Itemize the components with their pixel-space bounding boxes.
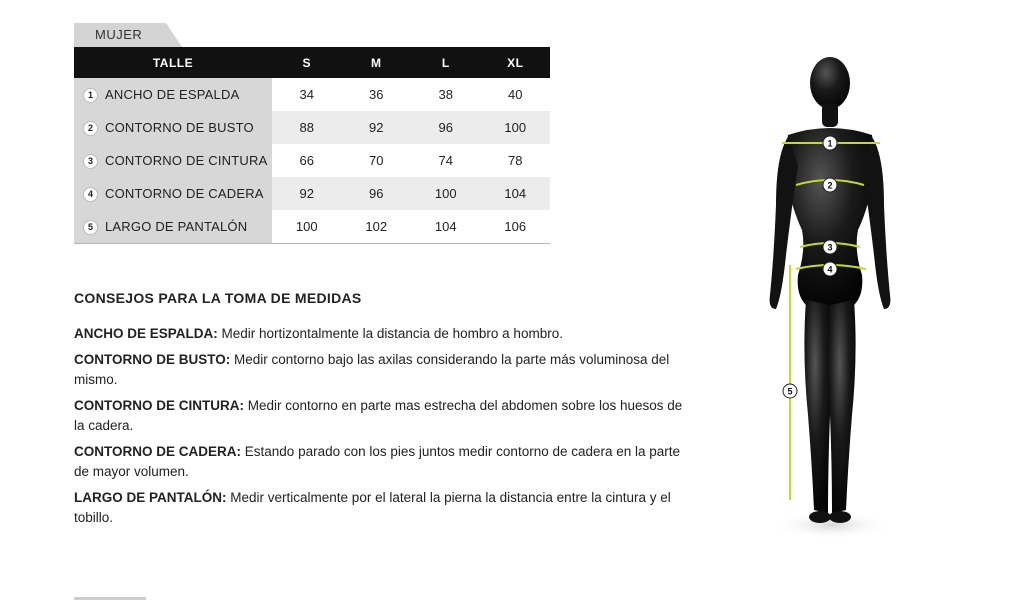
mannequin-head [810, 57, 850, 109]
marker-badge: 4 [83, 187, 98, 202]
mannequin-figure [740, 55, 920, 545]
header-size-l: L [411, 47, 481, 78]
tip-label: CONTORNO DE CADERA: [74, 444, 242, 459]
mannequin-right-foot [829, 511, 851, 523]
measurement-tips [74, 290, 694, 534]
section-tab-label: MUJER [95, 27, 143, 42]
mannequin-right-arm [862, 137, 890, 309]
tip-item [74, 442, 694, 482]
size-table [74, 47, 550, 244]
mannequin-left-arm [770, 137, 798, 309]
tip-item [74, 350, 694, 390]
svg-text:3: 3 [827, 242, 833, 253]
marker-3 [823, 240, 837, 254]
table-row [74, 78, 550, 111]
row-name: ANCHO DE ESPALDA [105, 87, 240, 103]
marker-badge: 2 [83, 121, 98, 136]
header-size-s: S [272, 47, 342, 78]
row-label [74, 144, 272, 177]
tip-label: CONTORNO DE CINTURA: [74, 398, 244, 413]
row-label [74, 210, 272, 244]
tip-text: Medir verticalmente por el lateral la pierna la distancia entre la cintura y el tobillo. [74, 490, 671, 525]
cell-value: 100 [481, 111, 551, 144]
header-talle: TALLE [74, 47, 272, 78]
tips-title: CONSEJOS PARA LA TOMA DE MEDIDAS [74, 290, 362, 306]
marker-1 [823, 136, 837, 150]
marker-4 [823, 262, 837, 276]
svg-text:1: 1 [827, 138, 833, 149]
svg-text:5: 5 [787, 386, 793, 397]
cell-value: 38 [438, 87, 453, 102]
header-size-xl: XL [481, 47, 551, 78]
marker-5 [783, 384, 797, 398]
svg-text:4: 4 [827, 264, 833, 275]
tip-text: Estando parado con los pies juntos medir contorno de cadera en la parte de mayor volumen. [74, 444, 681, 479]
cell-value: 92 [342, 111, 412, 144]
cell-value: 104 [411, 210, 481, 244]
cell-value: 66 [299, 153, 314, 168]
marker-2 [823, 178, 837, 192]
tip-label: LARGO DE PANTALÓN: [74, 490, 227, 505]
tip-text: Medir contorno bajo las axilas considerando la parte más voluminosa del mismo. [74, 352, 670, 387]
cell-value: 104 [481, 177, 551, 210]
header-size-m: M [342, 47, 412, 78]
row-name: CONTORNO DE BUSTO [105, 120, 254, 136]
row-label [74, 177, 272, 210]
table-row [74, 111, 550, 144]
tip-item [74, 488, 694, 528]
marker-badge: 1 [83, 88, 98, 103]
cell-value: 100 [411, 177, 481, 210]
table-row [74, 177, 550, 210]
mannequin-illustration [740, 55, 920, 545]
cell-value: 36 [369, 87, 384, 102]
divider [74, 597, 146, 600]
tip-text: Medir hortizontalmente la distancia de hombro a hombro. [221, 326, 563, 341]
table-row [74, 210, 550, 244]
cell-value: 70 [369, 153, 384, 168]
cell-value: 100 [272, 210, 342, 244]
svg-text:2: 2 [827, 180, 833, 191]
row-label [74, 111, 272, 144]
row-name: CONTORNO DE CADERA [105, 186, 264, 202]
tip-label: CONTORNO DE BUSTO: [74, 352, 231, 367]
tip-item [74, 396, 694, 436]
cell-value: 74 [438, 153, 453, 168]
tip-text: Medir contorno en parte mas estrecha del abdomen sobre los huesos de la cadera. [74, 398, 683, 433]
row-label [74, 78, 272, 111]
marker-badge: 5 [83, 220, 98, 235]
tip-label: ANCHO DE ESPALDA: [74, 326, 218, 341]
tip-item [74, 324, 694, 344]
cell-value: 106 [481, 210, 551, 244]
table-row [74, 144, 550, 177]
mannequin-left-foot [809, 511, 831, 523]
mannequin-torso [784, 128, 876, 305]
cell-value: 96 [411, 111, 481, 144]
mannequin-right-leg [829, 300, 856, 513]
mannequin-neck [822, 103, 838, 127]
cell-value: 40 [508, 87, 523, 102]
section-tab [74, 23, 182, 47]
row-name: CONTORNO DE CINTURA [105, 153, 268, 169]
marker-badge: 3 [83, 154, 98, 169]
cell-value: 78 [508, 153, 523, 168]
cell-value: 92 [272, 177, 342, 210]
row-name: LARGO DE PANTALÓN [105, 219, 248, 235]
mannequin-left-leg [804, 300, 831, 513]
size-table-header [74, 47, 550, 78]
cell-value: 34 [299, 87, 314, 102]
cell-value: 96 [342, 177, 412, 210]
cell-value: 88 [272, 111, 342, 144]
cell-value: 102 [342, 210, 412, 244]
